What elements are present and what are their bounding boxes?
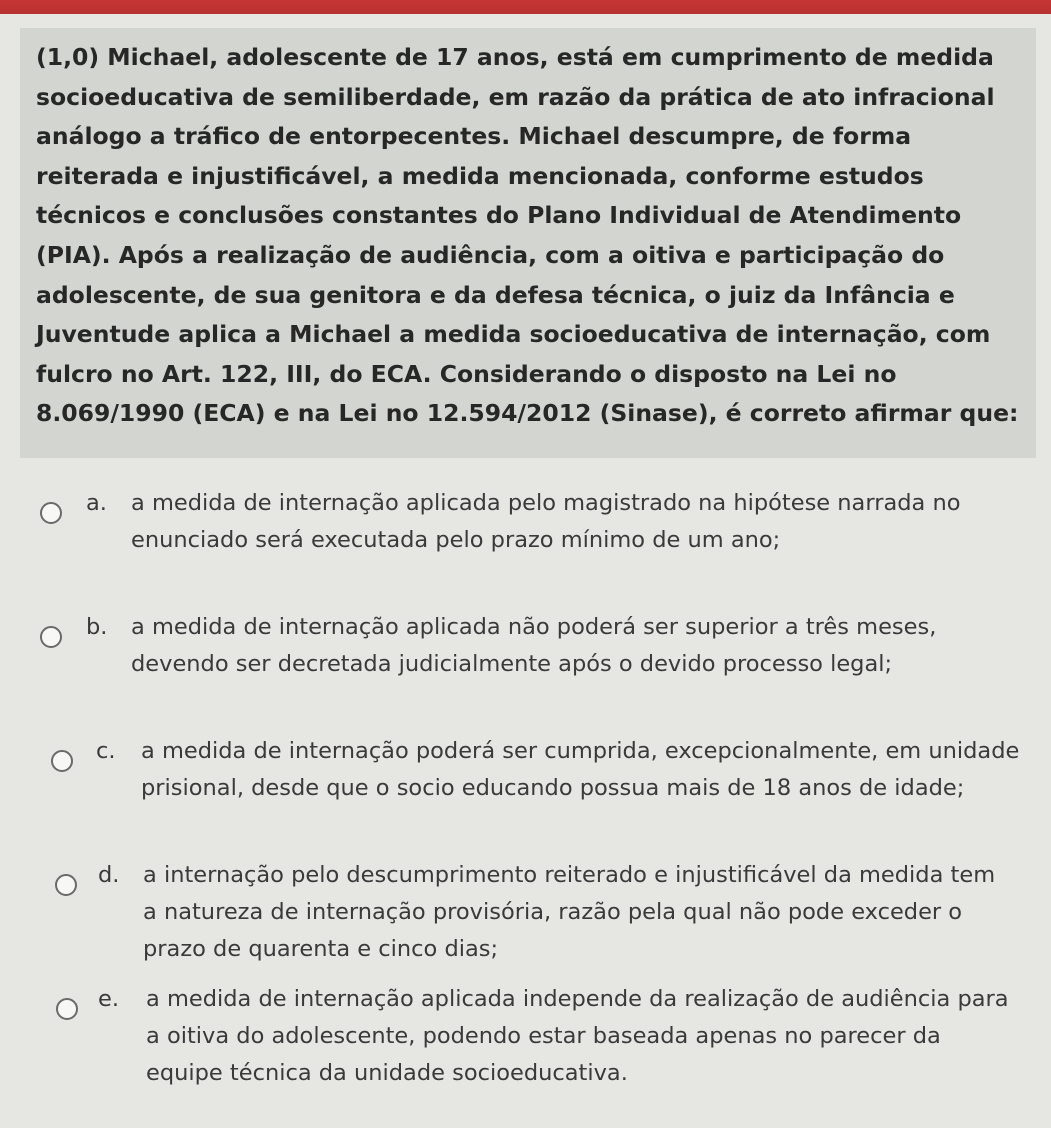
- option-text: a medida de internação poderá ser cumprida, excepcionalmente, em unidade prisional, desde que o socio educando possua mais de 18 anos de idade;: [141, 738, 1020, 801]
- option-text: a medida de internação aplicada não poderá ser superior a três meses, devendo ser decretada judicialmente após o devido processo legal;: [131, 614, 937, 677]
- option-letter: d.: [98, 862, 120, 888]
- answer-options: [0, 478, 1051, 1098]
- question-panel: [20, 28, 1036, 458]
- option-letter: c.: [96, 738, 116, 764]
- radio-button-e[interactable]: [56, 998, 78, 1020]
- option-text: a internação pelo descumprimento reiterado e injustificável da medida tem a natureza de internação provisória, razão pela qual não pode exceder o prazo de quarenta e cinco dias;: [143, 862, 996, 962]
- header-accent-bar: [0, 0, 1051, 14]
- option-text: a medida de internação aplicada pelo magistrado na hipótese narrada no enunciado será executada pelo prazo mínimo de um ano;: [131, 490, 961, 553]
- radio-button-b[interactable]: [40, 626, 62, 648]
- option-c[interactable]: [0, 726, 1051, 850]
- radio-button-c[interactable]: [51, 750, 73, 772]
- option-a[interactable]: [0, 478, 1051, 602]
- option-letter: b.: [86, 614, 108, 640]
- question-text: (1,0) Michael, adolescente de 17 anos, está em cumprimento de medida socioeducativa de semiliberdade, em razão da prática de ato infracional análogo a tráfico de entorpecentes. Michael descumpre, de forma reiterada e injustificável, a medida mencionada, conforme estudos técnicos e conclusões constantes do Plano Individual de Atendimento (PIA). Após a realização de audiência, com a oitiva e participação do adolescente, de sua genitora e da defesa técnica, o juiz da Infância e Juventude aplica a Michael a medida socioeducativa de internação, com fulcro no Art. 122, III, do ECA. Considerando o disposto na Lei no 8.069/1990 (ECA) e na Lei no 12.594/2012 (Sinase), é correto afirmar que:: [36, 43, 1019, 428]
- radio-button-d[interactable]: [55, 874, 77, 896]
- option-b[interactable]: [0, 602, 1051, 726]
- option-letter: e.: [98, 986, 119, 1012]
- option-e[interactable]: [0, 974, 1051, 1098]
- option-text: a medida de internação aplicada independe da realização de audiência para a oitiva do adolescente, podendo estar baseada apenas no parecer da equipe técnica da unidade socioeducativa.: [146, 986, 1009, 1086]
- radio-button-a[interactable]: [40, 502, 62, 524]
- option-d[interactable]: [0, 850, 1051, 974]
- option-letter: a.: [86, 490, 107, 516]
